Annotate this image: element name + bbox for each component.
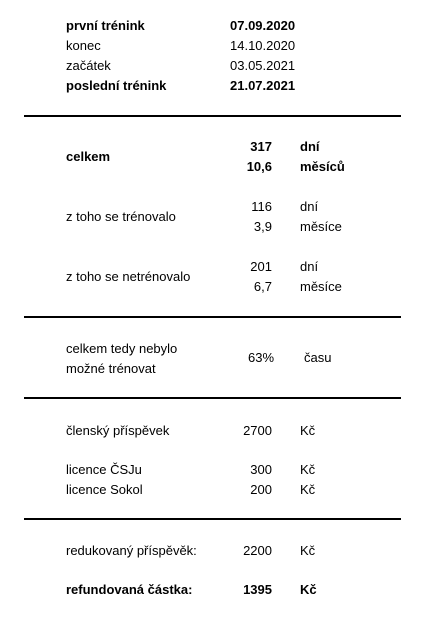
divider-4 bbox=[24, 518, 401, 520]
divider-1 bbox=[24, 115, 401, 117]
first-training-value: 07.09.2020 bbox=[230, 18, 296, 33]
license-sokol-label: licence Sokol bbox=[66, 482, 143, 497]
impossible-unit: času bbox=[304, 350, 332, 365]
reduced-fee-label: redukovaný příspěvěk: bbox=[66, 543, 197, 558]
divider-3 bbox=[24, 397, 401, 399]
start-value: 03.05.2021 bbox=[230, 58, 296, 73]
membership-fee-value: 2700 bbox=[243, 423, 272, 438]
license-sokol-unit: Kč bbox=[300, 482, 316, 497]
total-months-value: 10,6 bbox=[246, 159, 272, 174]
trained-months-unit: měsíce bbox=[300, 219, 342, 234]
trained-label: z toho se trénovalo bbox=[66, 209, 176, 224]
license-csju-value: 300 bbox=[250, 462, 272, 477]
total-days-unit: dní bbox=[300, 139, 320, 154]
impossible-value: 63% bbox=[248, 350, 275, 365]
membership-fee-unit: Kč bbox=[300, 423, 316, 438]
license-csju-label: licence ČSJu bbox=[66, 462, 142, 477]
total-label: celkem bbox=[66, 149, 111, 164]
refund-amount-value: 1395 bbox=[243, 582, 272, 597]
total-months-unit: měsíců bbox=[300, 159, 345, 174]
membership-fee-label: členský příspěvek bbox=[66, 423, 170, 438]
end-value: 14.10.2020 bbox=[230, 38, 296, 53]
trained-days-unit: dní bbox=[300, 199, 319, 214]
impossible-label-line1: celkem tedy nebylo bbox=[66, 341, 178, 356]
first-training-label: první trénink bbox=[66, 18, 145, 33]
not-trained-label: z toho se netrénovalo bbox=[66, 269, 191, 284]
license-csju-unit: Kč bbox=[300, 462, 316, 477]
refund-amount-unit: Kč bbox=[300, 582, 317, 597]
not-trained-months-unit: měsíce bbox=[300, 279, 342, 294]
trained-months-value: 3,9 bbox=[253, 219, 272, 234]
end-label: konec bbox=[66, 38, 101, 53]
divider-2 bbox=[24, 316, 401, 318]
start-label: začátek bbox=[66, 58, 111, 73]
last-training-value: 21.07.2021 bbox=[230, 78, 296, 93]
license-sokol-value: 200 bbox=[250, 482, 272, 497]
reduced-fee-unit: Kč bbox=[300, 543, 316, 558]
trained-days-value: 116 bbox=[251, 199, 272, 214]
impossible-label-line2: možné trénovat bbox=[66, 361, 156, 376]
reduced-fee-value: 2200 bbox=[243, 543, 272, 558]
total-days-value: 317 bbox=[250, 139, 272, 154]
not-trained-days-unit: dní bbox=[300, 259, 319, 274]
last-training-label: poslední trénink bbox=[66, 78, 167, 93]
not-trained-months-value: 6,7 bbox=[253, 279, 272, 294]
not-trained-days-value: 201 bbox=[250, 259, 272, 274]
refund-amount-label: refundovaná částka: bbox=[66, 582, 193, 597]
